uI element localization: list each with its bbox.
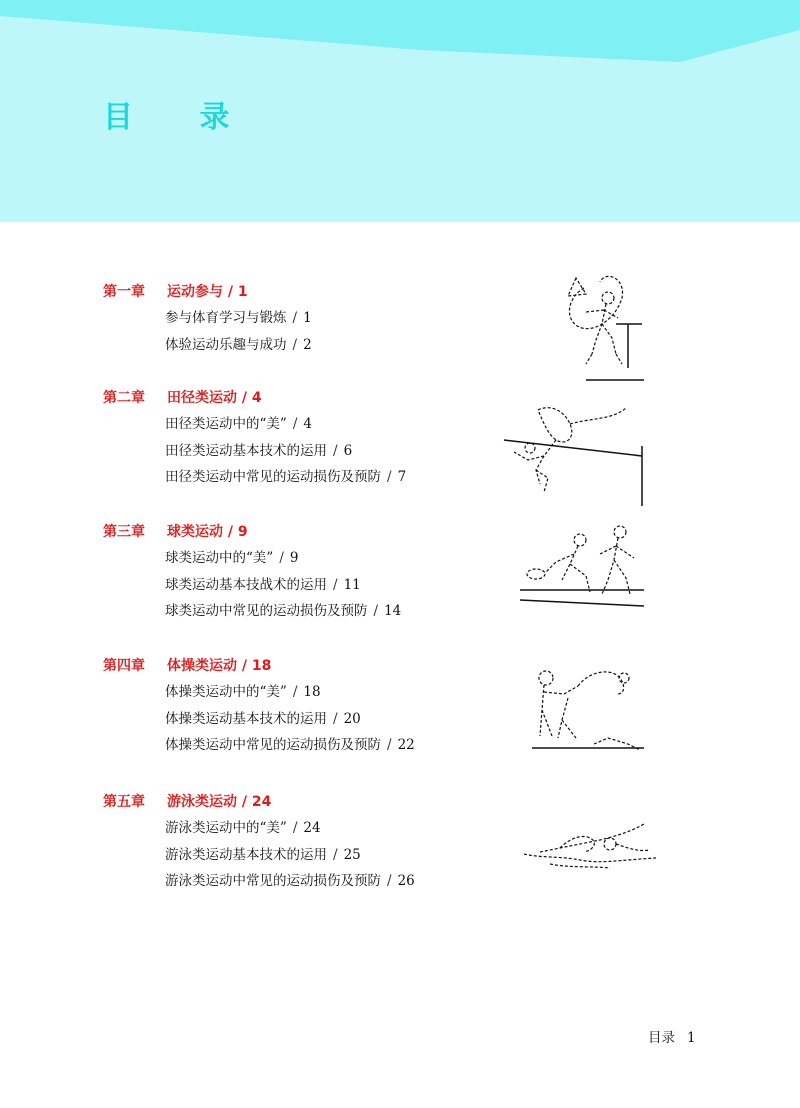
chapter-title: 田径类运动 (167, 390, 237, 406)
section-page: 20 (343, 710, 361, 727)
section-title: 体验运动乐趣与成功 (165, 336, 287, 353)
toc-entry[interactable]: 球类运动中的“美” / 9 (165, 550, 299, 566)
rope-skipping-figure-icon (556, 268, 648, 384)
section-title: 游泳类运动中常见的运动损伤及预防 (165, 873, 381, 889)
section-page: 7 (397, 469, 407, 485)
chapter-2 (103, 385, 523, 491)
chapter-number: 第五章 (103, 794, 145, 810)
chapter-number: 第四章 (103, 658, 145, 674)
chapter-4 (103, 653, 523, 759)
chapter-3 (103, 519, 523, 625)
chapter-heading[interactable]: 第二章 田径类运动 / 4 (103, 385, 523, 411)
section-title: 参与体育学习与锻炼 (165, 310, 287, 326)
chapter-page: 24 (251, 794, 272, 810)
chapter-title: 体操类运动 (167, 658, 237, 674)
toc-entry[interactable]: 田径类运动中的“美” / 4 (165, 416, 312, 432)
page-footer (648, 1026, 696, 1046)
section-page: 6 (343, 442, 353, 459)
section-title: 游泳类运动中的“美” (165, 820, 287, 836)
gymnastics-figures-icon (528, 664, 648, 760)
toc-entry[interactable]: 体操类运动中的“美” / 18 (165, 684, 321, 700)
section-title: 体操类运动基本技术的运用 (165, 710, 327, 727)
chapter-page: 1 (237, 284, 248, 300)
ball-game-figures-icon (516, 520, 648, 610)
toc-entry[interactable]: 游泳类运动中常见的运动损伤及预防 / 26 (165, 873, 415, 889)
toc-entry[interactable]: 体操类运动基本技术的运用 / 20 (165, 710, 361, 727)
section-page: 25 (343, 846, 361, 863)
chapter-1 (103, 279, 523, 358)
section-title: 田径类运动中常见的运动损伤及预防 (165, 469, 381, 485)
section-page: 2 (303, 336, 312, 353)
swimming-figure-icon (520, 818, 660, 874)
chapter-page: 9 (237, 524, 248, 540)
toc-entry[interactable]: 体操类运动中常见的运动损伤及预防 / 22 (165, 737, 415, 753)
toc-entry[interactable]: 球类运动中常见的运动损伤及预防 / 14 (165, 603, 402, 619)
page-title: 目 录 (103, 100, 258, 135)
section-page: 18 (303, 684, 321, 700)
toc-entry[interactable]: 游泳类运动基本技术的运用 / 25 (165, 846, 361, 863)
section-title: 体操类运动中的“美” (165, 684, 287, 700)
header-band-decoration (0, 0, 800, 62)
toc-entry[interactable]: 体验运动乐趣与成功 / 2 (165, 336, 312, 353)
section-page: 9 (289, 550, 299, 566)
footer-page-number: 1 (687, 1030, 696, 1046)
footer-label: 目录 (648, 1030, 675, 1046)
chapter-title: 运动参与 (167, 284, 223, 300)
section-page: 14 (384, 603, 402, 619)
section-title: 游泳类运动基本技术的运用 (165, 846, 327, 863)
section-title: 田径类运动基本技术的运用 (165, 442, 327, 459)
section-page: 24 (303, 820, 321, 836)
chapter-page: 4 (251, 390, 262, 406)
section-title: 球类运动基本技战术的运用 (165, 576, 327, 593)
toc-entry[interactable]: 参与体育学习与锻炼 / 1 (165, 310, 312, 326)
chapter-heading[interactable]: 第四章 体操类运动 / 18 (103, 653, 523, 679)
chapter-title: 球类运动 (167, 524, 223, 540)
chapter-page: 18 (251, 658, 272, 674)
toc-entry[interactable]: 球类运动基本技战术的运用 / 11 (165, 576, 361, 593)
section-page: 4 (303, 416, 312, 432)
chapter-5 (103, 789, 523, 895)
section-title: 田径类运动中的“美” (165, 416, 287, 432)
chapter-number: 第三章 (103, 524, 145, 540)
section-page: 11 (343, 576, 361, 593)
chapter-number: 第一章 (103, 284, 145, 300)
toc-entry[interactable]: 田径类运动中常见的运动损伤及预防 / 7 (165, 469, 407, 485)
header-banner (0, 0, 800, 222)
chapter-heading[interactable]: 第五章 游泳类运动 / 24 (103, 789, 523, 815)
section-page: 26 (397, 873, 415, 889)
section-page: 22 (397, 737, 415, 753)
section-page: 1 (303, 310, 312, 326)
toc-entry[interactable]: 游泳类运动中的“美” / 24 (165, 820, 321, 836)
chapter-heading[interactable]: 第三章 球类运动 / 9 (103, 519, 523, 545)
chapter-number: 第二章 (103, 390, 145, 406)
toc-entry[interactable]: 田径类运动基本技术的运用 / 6 (165, 442, 353, 459)
chapter-heading[interactable]: 第一章 运动参与 / 1 (103, 279, 523, 305)
chapter-title: 游泳类运动 (167, 794, 237, 810)
high-jump-figure-icon (500, 400, 650, 508)
section-title: 体操类运动中常见的运动损伤及预防 (165, 737, 381, 753)
section-title: 球类运动中常见的运动损伤及预防 (165, 603, 368, 619)
section-title: 球类运动中的“美” (165, 550, 274, 566)
